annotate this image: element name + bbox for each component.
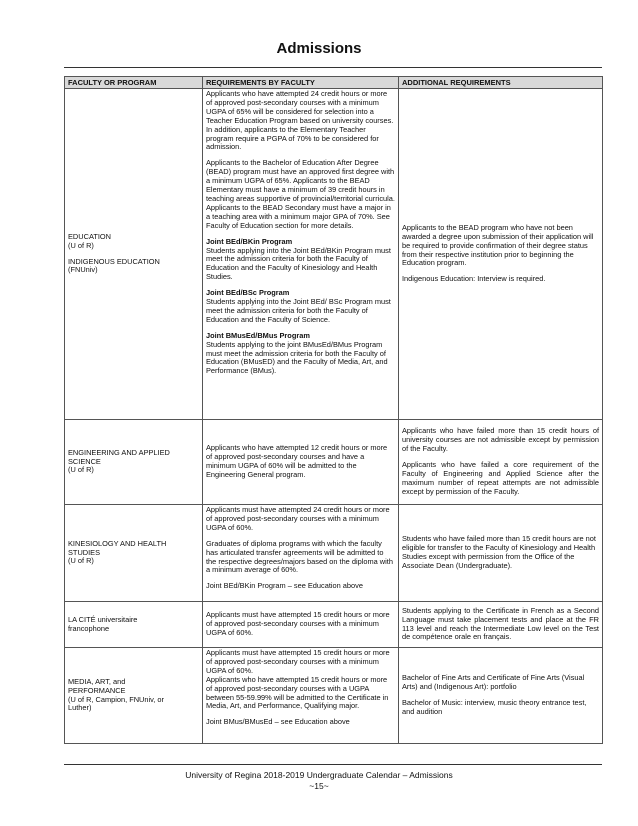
header-rule xyxy=(64,67,602,68)
requirement-text: Applicants to the Bachelor of Education After Degree (BEAD) program must have an approved first degree with a minimum UGPA of 65%. Applicants to the BEAD Elementary must have a minimum of 39 credit hours in teaching areas supportive of provincial/territorial curricula. Applicants to the BEAD Secondary must have a major in a teaching area with a minimum major GPA of 70%. See Faculty of Education section for more details. xyxy=(206,158,395,230)
additional-cell xyxy=(399,648,603,744)
table-row xyxy=(65,89,603,420)
requirement-text: Applicants must have attempted 15 credit hours or more of approved post-secondary courses with a minimum UGPA of 60%. xyxy=(206,610,390,637)
footer-rule xyxy=(64,764,602,765)
header-faculty: FACULTY OR PROGRAM xyxy=(65,77,203,89)
additional-cell xyxy=(399,89,603,420)
requirement-text: Students applying to the joint BMusEd/BMus Program must meet the admission criteria for both the Faculty of Education (BMusED) and the Faculty of Media, Art, and Performance (BMus). xyxy=(206,339,388,376)
requirements-cell xyxy=(203,602,399,648)
program-institution: (U of R, Campion, FNUniv, or xyxy=(68,694,164,704)
table-row xyxy=(65,648,603,744)
header-requirements: REQUIREMENTS BY FACULTY xyxy=(203,77,399,89)
footer-text: University of Regina 2018-2019 Undergraduate Calendar – Admissions xyxy=(185,770,453,780)
additional-cell xyxy=(399,505,603,602)
program-name: INDIGENOUS EDUCATION xyxy=(68,256,160,266)
program-institution: (FNUniv) xyxy=(68,265,98,275)
program-institution: (U of R) xyxy=(68,465,94,475)
additional-text: Bachelor of Music: interview, music theory entrance test, and audition xyxy=(402,698,587,716)
page-title: Admissions xyxy=(276,40,362,57)
program-name: KINESIOLOGY AND HEALTH xyxy=(68,538,167,548)
program-name: STUDIES xyxy=(68,547,101,557)
requirement-heading: Joint BEd/BSc Program xyxy=(206,288,290,298)
program-name: LA CITÉ universitaire xyxy=(68,614,138,624)
program-cell xyxy=(65,420,203,505)
program-cell xyxy=(65,505,203,602)
requirement-heading: Joint BEd/BKin Program xyxy=(206,236,293,246)
requirements-cell xyxy=(203,505,399,602)
requirements-cell xyxy=(203,420,399,505)
additional-text: Bachelor of Fine Arts and Certificate of Fine Arts (Visual Arts) and (Indigenous Art): portfolio xyxy=(402,673,585,692)
additional-text: Students applying to the Certificate in French as a Second Language must take placement tests and place at the FR 113 level and reach the Intermediate Low level on the Test de compétence orale en français. xyxy=(402,605,599,642)
program-name: MEDIA, ART, and xyxy=(68,676,126,686)
program-name: EDUCATION xyxy=(68,231,111,241)
program-institution: (U of R) xyxy=(68,556,94,566)
requirement-text: Students applying into the Joint BEd/ BSc Program must meet the admission criteria for both the Faculty of Education and the Faculty of Science. xyxy=(206,297,391,324)
requirements-cell xyxy=(203,89,399,420)
additional-text: Applicants to the BEAD program who have not been awarded a degree upon submission of their application will be required to provide confirmation of their degree status from their respective institution prior to beginning the Education program. xyxy=(402,222,594,268)
additional-text: Applicants who have failed a core requirement of the Faculty of Engineering and Applied Science after the maximum number of repeat attempts are not admissible except by permission of the Faculty. xyxy=(402,460,599,496)
header-additional: ADDITIONAL REQUIREMENTS xyxy=(399,77,603,89)
additional-text: Students who have failed more than 15 credit hours are not eligible for transfer to the Faculty of Kinesiology and Health Studies except with permission from the Office of the Associate Dean (Undergraduate). xyxy=(402,534,596,570)
table-row xyxy=(65,602,603,648)
program-name: PERFORMANCE xyxy=(68,685,126,695)
page-number: ~15~ xyxy=(309,781,329,791)
requirements-cell xyxy=(203,648,399,744)
program-cell xyxy=(65,602,203,648)
program-name: francophone xyxy=(68,623,110,633)
requirement-text: Applicants must have attempted 15 credit hours or more of approved post-secondary courses with a minimum UGPA of 60%. xyxy=(206,648,390,675)
table-header-row xyxy=(65,77,603,89)
table-row xyxy=(65,505,603,602)
requirement-text: Applicants must have attempted 24 credit hours or more of approved post-secondary courses with a minimum UGPA of 60%. xyxy=(206,505,390,532)
program-name: SCIENCE xyxy=(68,456,101,466)
requirement-heading: Joint BMusEd/BMus Program xyxy=(206,330,310,340)
additional-text: Indigenous Education: Interview is required. xyxy=(402,274,546,284)
requirement-text: Applicants who have attempted 12 credit hours or more of approved post-secondary courses and have a minimum UGPA of 60% will be admitted to the Engineering General program. xyxy=(206,443,388,479)
program-name: ENGINEERING AND APPLIED xyxy=(68,447,170,457)
admissions-table xyxy=(64,76,603,744)
requirement-text: Students applying into the Joint BEd/BKin Program must meet the admission criteria for both the Faculty of Education and the Faculty of Kinesiology and Health Studies. xyxy=(206,245,391,282)
program-cell xyxy=(65,648,203,744)
requirement-text: Applicants who have attempted 24 credit hours or more of approved post-secondary courses with a minimum UGPA of 65% will be considered for selection into a Teacher Education Program based on university courses. In addition, applicants to the Elementary Teacher program require a PGPA of 70% to be considered for admission. xyxy=(206,89,394,152)
program-institution: (U of R) xyxy=(68,240,94,250)
requirement-text: Joint BMus/BMusEd – see Education above xyxy=(206,717,350,727)
program-cell xyxy=(65,89,203,420)
additional-cell xyxy=(399,420,603,505)
table-row xyxy=(65,420,603,505)
requirement-text: Applicants who have attempted 15 credit hours or more of approved post-secondary courses with a UGPA between 55-59.99% will be admitted to the Certificate in Media, Art, and Performance, Qualifying major. xyxy=(206,674,389,711)
requirement-text: Joint BEd/BKin Program – see Education above xyxy=(206,581,363,591)
program-institution: Luther) xyxy=(68,703,92,713)
additional-cell xyxy=(399,602,603,648)
requirement-text: Graduates of diploma programs with which the faculty has articulated transfer agreements will be admitted to the respective degrees/majors based on the diploma with a minimum average of 60%. xyxy=(206,538,393,575)
additional-text: Applicants who have failed more than 15 credit hours of university courses are not admissible except by permission of the Faculty. xyxy=(402,426,599,454)
